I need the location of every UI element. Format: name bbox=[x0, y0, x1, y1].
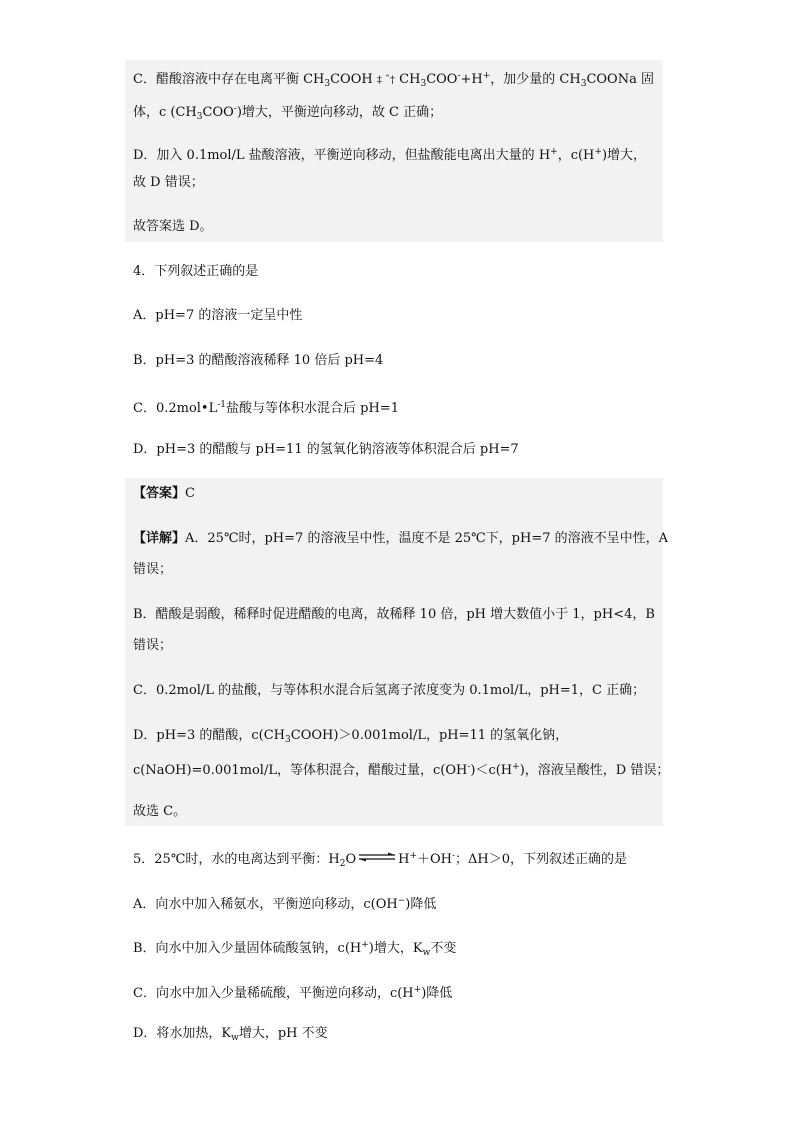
q4-detail-c: C．0.2mol/L 的盐酸，与等体积水混合后氢离子浓度变为 0.1mol/L，pH=1，C 正确； bbox=[133, 683, 646, 698]
q4-option-b: B．pH=3 的醋酸溶液稀释 10 倍后 pH=4 bbox=[133, 353, 384, 368]
detail-label: 【详解】 bbox=[133, 531, 186, 546]
option-d-explanation-line1: D．加入 0.1mol/L 盐酸溶液，平衡逆向移动，但盐酸能电离出大量的 H+，c(H+)增大， bbox=[133, 147, 647, 163]
q4-detail-a-line1: 【详解】A．25℃时，pH=7 的溶液呈中性，温度不是 25℃下，pH=7 的溶液不呈中性，A bbox=[133, 531, 669, 546]
q4-detail-b-line2: 错误； bbox=[133, 638, 173, 653]
q5-stem: 5．25℃时，水的电离达到平衡：$H_2O$ H+＋OH-；ΔH＞0，下列叙述正确的是 bbox=[133, 851, 628, 869]
q4-option-a: A．pH=7 的溶液一定呈中性 bbox=[133, 308, 303, 323]
option-d-explanation-line2: 故 D 错误； bbox=[133, 175, 204, 190]
q4-stem: 4．下列叙述正确的是 bbox=[133, 264, 259, 279]
q5-option-d: D．将水加热，$K_w$增大，pH 不变 bbox=[133, 1026, 328, 1043]
equilibrium-arrow-icon bbox=[357, 852, 397, 862]
q5-option-c: C．向水中加入少量稀硫酸，平衡逆向移动，c(H+)降低 bbox=[133, 985, 453, 1001]
q4-answer: 【答案】C bbox=[133, 486, 195, 501]
q4-detail-b-line1: B．醋酸是弱酸，稀释时促进醋酸的电离，故稀释 10 倍，pH 增大数值小于 1，pH<4，B bbox=[133, 607, 655, 622]
option-c-explanation-line2: 体，c $(CH_3COO^-)$增大，平衡逆向移动，故 C 正确； bbox=[133, 104, 443, 122]
garbled-equilibrium-symbol: ‡ ˆ† bbox=[376, 75, 396, 86]
q4-detail-a-line2: 错误； bbox=[133, 562, 173, 577]
q4-option-d: D．pH=3 的醋酸与 pH=11 的氢氧化钠溶液等体积混合后 pH=7 bbox=[133, 442, 519, 457]
option-c-explanation-line1: C．醋酸溶液中存在电离平衡 $CH_3COOH$ ‡ ˆ† $CH_3COO^-+H^+$，加少量的 $CH_3COONa$ 固 bbox=[133, 71, 654, 89]
q5-option-b: B．向水中加入少量固体硫酸氢钠，c(H+)增大，$K_w$不变 bbox=[133, 940, 457, 958]
q4-option-c: C．$0.2mol•L^{-1}$盐酸与等体积水混合后 pH=1 bbox=[133, 400, 399, 416]
q5-option-a: A．向水中加入稀氨水，平衡逆向移动，c(OH−)降低 bbox=[133, 896, 437, 912]
q4-conclusion: 故选 C。 bbox=[133, 804, 187, 819]
previous-answer-conclusion: 故答案选 D。 bbox=[133, 219, 213, 234]
q4-detail-d-line1: D．pH=3 的醋酸，$c(CH_3COOH)>0.001mol/L$，pH=11 的氢氧化钠， bbox=[133, 728, 569, 745]
q4-detail-d-line2: c(NaOH)=0.001mol/L，等体积混合，醋酸过量，c(OH-)＜c(H+)，溶液呈酸性，D 错误； bbox=[133, 762, 670, 778]
answer-label: 【答案】 bbox=[133, 486, 186, 501]
